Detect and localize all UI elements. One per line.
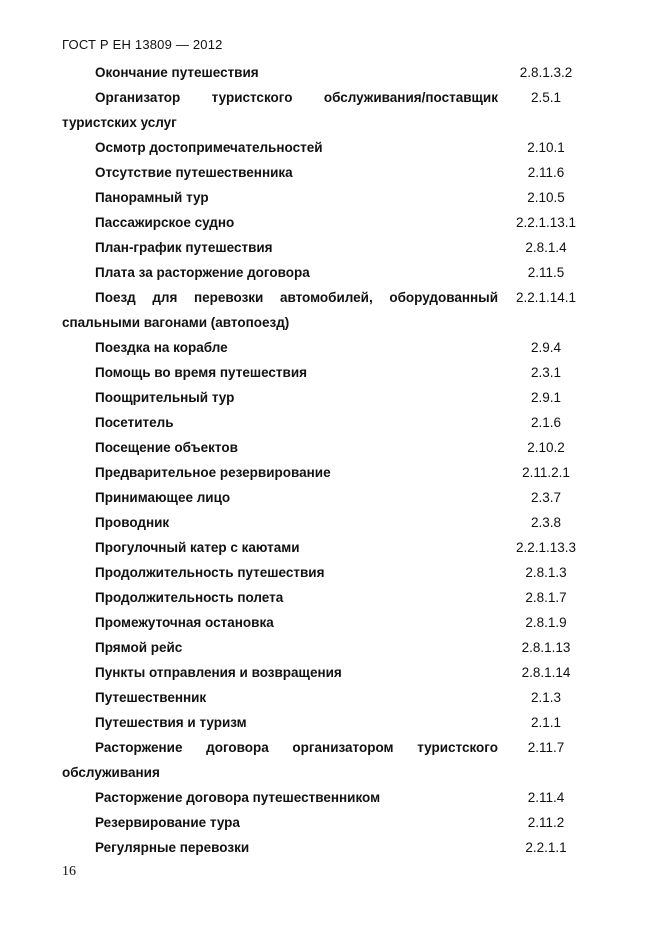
index-entry — [0, 535, 661, 560]
index-entry — [0, 635, 661, 660]
index-code: 2.11.2 — [527, 815, 565, 830]
index-term: Отсутствие путешественника — [95, 165, 293, 180]
index-code: 2.11.7 — [527, 740, 565, 755]
index-entry — [0, 60, 661, 85]
term-index-list — [0, 60, 661, 860]
index-entry — [0, 185, 661, 210]
index-entry — [0, 560, 661, 585]
index-code: 2.9.4 — [530, 340, 562, 355]
index-code: 2.2.1.14.1 — [515, 290, 577, 305]
index-entry — [0, 810, 661, 835]
index-code: 2.8.1.3.2 — [519, 65, 573, 80]
index-code: 2.8.1.9 — [525, 615, 567, 630]
index-term: Регулярные перевозки — [95, 840, 250, 855]
index-code: 2.3.1 — [530, 365, 562, 380]
index-entry — [0, 85, 661, 135]
index-entry — [0, 610, 661, 635]
index-code: 2.8.1.13 — [521, 640, 571, 655]
index-code: 2.2.1.13.3 — [515, 540, 577, 555]
index-code: 2.10.1 — [527, 140, 565, 155]
index-code: 2.10.5 — [527, 190, 565, 205]
index-code: 2.1.1 — [530, 715, 562, 730]
index-code: 2.9.1 — [530, 390, 562, 405]
index-term: Поездка на корабле — [95, 340, 228, 355]
index-code: 2.2.1.13.1 — [515, 215, 577, 230]
index-entry — [0, 685, 661, 710]
index-entry — [0, 135, 661, 160]
index-code: 2.11.2.1 — [522, 465, 570, 480]
index-term: Прогулочный катер с каютами — [95, 540, 300, 555]
index-term: Панорамный тур — [95, 190, 209, 205]
index-term: Продолжительность полета — [95, 590, 284, 605]
index-code: 2.8.1.14 — [521, 665, 571, 680]
index-code: 2.11.4 — [527, 790, 565, 805]
index-term: Принимающее лицо — [95, 490, 231, 505]
index-term: Расторжение договора организатором туристского — [95, 740, 498, 755]
index-term: Поощрительный тур — [95, 390, 235, 405]
index-entry — [0, 285, 661, 335]
index-term-continuation: туристских услуг — [62, 115, 177, 130]
index-entry — [0, 460, 661, 485]
index-entry — [0, 385, 661, 410]
index-term: Посещение объектов — [95, 440, 238, 455]
index-entry — [0, 160, 661, 185]
index-entry — [0, 510, 661, 535]
index-code: 2.11.5 — [527, 265, 565, 280]
index-term: Прямой рейс — [95, 640, 183, 655]
index-term: Предварительное резервирование — [95, 465, 331, 480]
index-entry — [0, 710, 661, 735]
index-entry — [0, 660, 661, 685]
index-entry — [0, 835, 661, 860]
index-term: Продолжительность путешествия — [95, 565, 325, 580]
index-entry — [0, 360, 661, 385]
index-term: Промежуточная остановка — [95, 615, 274, 630]
index-code: 2.8.1.3 — [525, 565, 567, 580]
index-code: 2.2.1.1 — [525, 840, 567, 855]
index-code: 2.1.3 — [530, 690, 562, 705]
index-term-continuation: обслуживания — [62, 765, 160, 780]
index-term: Поезд для перевозки автомобилей, оборудованный — [95, 290, 498, 305]
index-code: 2.5.1 — [530, 90, 562, 105]
index-code: 2.8.1.4 — [525, 240, 567, 255]
index-term: Проводник — [95, 515, 170, 530]
index-term: План-график путешествия — [95, 240, 273, 255]
page-number: 16 — [62, 864, 76, 879]
index-term: Помощь во время путешествия — [95, 365, 307, 380]
index-entry — [0, 210, 661, 235]
index-term: Посетитель — [95, 415, 174, 430]
index-code: 2.8.1.7 — [525, 590, 567, 605]
index-entry — [0, 585, 661, 610]
index-code: 2.1.6 — [530, 415, 562, 430]
index-term: Путешественник — [95, 690, 207, 705]
index-term: Плата за расторжение договора — [95, 265, 310, 280]
index-entry — [0, 485, 661, 510]
index-term: Организатор туристского обслуживания/поставщик — [95, 90, 498, 105]
index-entry — [0, 410, 661, 435]
page-header: ГОСТ Р ЕН 13809 — 2012 — [62, 37, 223, 52]
index-term: Расторжение договора путешественником — [95, 790, 381, 805]
index-term: Резервирование тура — [95, 815, 240, 830]
index-entry — [0, 785, 661, 810]
index-code: 2.3.8 — [530, 515, 562, 530]
index-code: 2.3.7 — [530, 490, 562, 505]
index-term: Пункты отправления и возвращения — [95, 665, 342, 680]
index-term: Путешествия и туризм — [95, 715, 247, 730]
index-code: 2.10.2 — [527, 440, 565, 455]
index-term: Осмотр достопримечательностей — [95, 140, 323, 155]
index-entry — [0, 435, 661, 460]
index-entry — [0, 235, 661, 260]
index-term: Пассажирское судно — [95, 215, 235, 230]
index-term-continuation: спальными вагонами (автопоезд) — [62, 315, 290, 330]
index-term: Окончание путешествия — [95, 65, 259, 80]
index-entry — [0, 260, 661, 285]
index-entry — [0, 735, 661, 785]
index-entry — [0, 335, 661, 360]
index-code: 2.11.6 — [527, 165, 565, 180]
